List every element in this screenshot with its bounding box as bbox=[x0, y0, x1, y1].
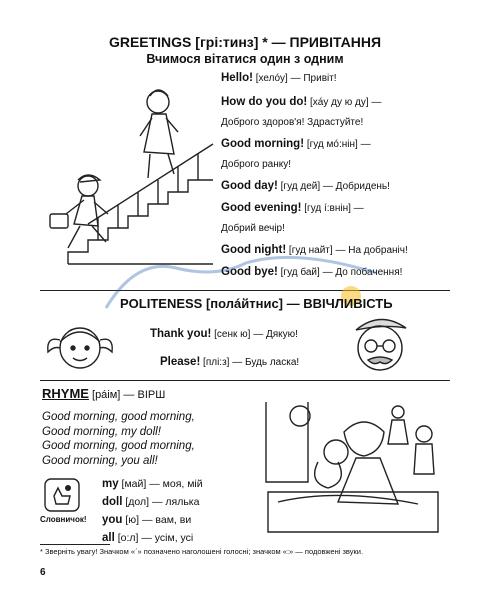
rhyme-lines bbox=[42, 410, 195, 468]
politeness-translation: [плі:з] — Будь ласка! bbox=[200, 357, 300, 368]
politeness-phrase: Thank you! bbox=[150, 328, 212, 340]
greeting-phrase: Good morning! bbox=[221, 138, 305, 150]
greeting-phrase: Good night! bbox=[221, 244, 287, 256]
greeting-translation: [гуд дей] — Добридень! bbox=[277, 181, 390, 192]
footnote: * Зверніть увагу! Значком «ˊ» позначено наголошені голосні; значком «:» — подовжені звуки. bbox=[40, 547, 364, 556]
rhyme-line: Good morning, good morning, bbox=[42, 440, 195, 452]
stairs-illustration bbox=[28, 74, 218, 274]
greeting-translation: [гуд мó:нін] — bbox=[304, 139, 371, 150]
politeness-phrase: Please! bbox=[160, 356, 201, 368]
rhyme-line: Good morning, my doll! bbox=[42, 425, 161, 438]
vocab-item bbox=[102, 532, 193, 544]
greeting-translation: Доброго ранку! bbox=[221, 159, 291, 170]
rhyme-title-word: RHYME bbox=[42, 386, 89, 401]
politeness-line bbox=[150, 328, 298, 340]
politeness-translation: [сенк ю] — Дякую! bbox=[211, 329, 298, 340]
greeting-phrase: How do you do! bbox=[221, 96, 308, 108]
page-title: GREETINGS [грі:тинз] * — ПРИВІТАННЯ bbox=[108, 34, 382, 50]
politeness-title: POLITENESS [полáйтнис] — ВВІЧЛИВІСТЬ bbox=[120, 296, 393, 311]
greeting-translation: [гуд í:внін] — bbox=[301, 203, 364, 214]
vocab-translation: [май] — моя, мій bbox=[118, 478, 203, 490]
greeting-translation: [хáу ду ю ду] — bbox=[307, 97, 382, 108]
greeting-line bbox=[221, 138, 371, 150]
vocab-word: all bbox=[102, 532, 115, 544]
greeting-phrase: Good day! bbox=[221, 180, 278, 192]
rhyme-title-translation: [рáім] — ВІРШ bbox=[88, 389, 166, 401]
vocab-item bbox=[102, 514, 191, 526]
page-subtitle: Вчимося вітатися один з одним bbox=[146, 52, 344, 66]
vocab-word: you bbox=[102, 514, 123, 526]
girl-face-illustration bbox=[40, 316, 120, 376]
vocab-translation: [ю] — вам, ви bbox=[122, 514, 192, 526]
vocab-translation: [дол] — лялька bbox=[122, 496, 200, 508]
greeting-phrase: Hello! bbox=[221, 72, 253, 84]
vocab-item bbox=[102, 478, 203, 490]
greeting-line bbox=[221, 222, 285, 234]
greeting-phrase: Good evening! bbox=[221, 202, 302, 214]
greeting-phrase: Good bye! bbox=[221, 266, 278, 278]
greeting-translation: Добрий вечір! bbox=[221, 223, 285, 234]
page-number: 6 bbox=[40, 567, 46, 578]
greeting-line bbox=[221, 158, 291, 170]
vocab-translation: [о:л] — усім, усі bbox=[114, 532, 194, 544]
section-divider bbox=[40, 380, 450, 381]
rhyme-line: Good morning, good morning, bbox=[42, 411, 195, 423]
greeting-translation: [гуд бай] — До побачення! bbox=[277, 267, 403, 278]
greeting-line bbox=[221, 72, 337, 84]
greeting-translation: [гуд найт] — На добраніч! bbox=[286, 245, 408, 256]
greeting-line bbox=[221, 180, 390, 192]
rhyme-line: Good morning, you all! bbox=[42, 454, 158, 467]
greeting-line bbox=[221, 96, 381, 108]
vocab-label: Словничок! bbox=[40, 515, 87, 524]
footnote-rule bbox=[40, 544, 110, 545]
politeness-line bbox=[160, 356, 299, 368]
bedroom-illustration bbox=[248, 392, 448, 538]
greeting-translation: Доброго здоров'я! Здрастуйте! bbox=[221, 117, 364, 128]
rhyme-title bbox=[42, 386, 165, 401]
greeting-line bbox=[221, 202, 364, 214]
thumbs-up-icon bbox=[44, 478, 80, 512]
greeting-line bbox=[221, 116, 363, 128]
vocab-item bbox=[102, 496, 199, 508]
vocab-word: doll bbox=[102, 496, 123, 508]
vocab-word: my bbox=[102, 478, 119, 490]
grandpa-face-illustration bbox=[340, 310, 420, 380]
greeting-translation: [хелóу] — Привіт! bbox=[252, 73, 337, 84]
